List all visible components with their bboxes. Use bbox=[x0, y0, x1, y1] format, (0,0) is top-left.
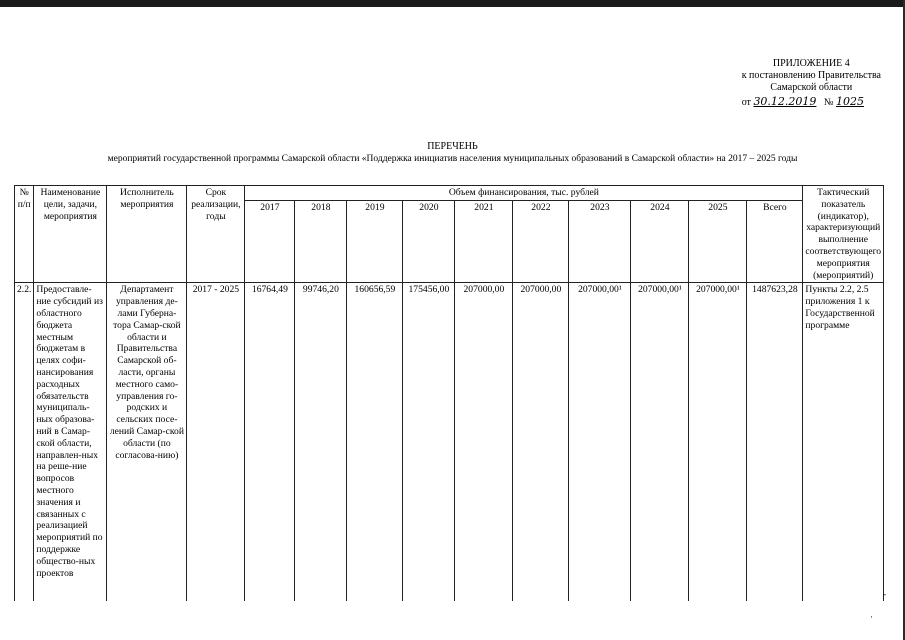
annex-date-line bbox=[742, 96, 881, 109]
row-value: 207000,00¹ bbox=[569, 283, 631, 602]
row-value: 160656,59 bbox=[347, 283, 403, 602]
header-year: 2017 bbox=[245, 200, 295, 283]
row-period: 2017 - 2025 bbox=[187, 283, 245, 602]
annex-line-2: к постановлению Правительства bbox=[741, 70, 881, 81]
header-year: 2020 bbox=[403, 200, 455, 283]
row-value: 207000,00 bbox=[455, 283, 513, 602]
row-num: 2.2. bbox=[15, 283, 34, 602]
row-value: 207000,00¹ bbox=[689, 283, 747, 602]
header-executor: Исполнитель мероприятия bbox=[107, 186, 187, 283]
row-name: Предоставле-ние субсидий из областного бюджета местным бюджетам в целях софи-нансирования расходных обязательств муниципаль-ных образова-ний в Самар-ской области, направлен-ных на реше-ние вопросов местного значения и связанных с реализацией мероприятий по поддержке общество-ных проектов bbox=[34, 283, 107, 602]
row-total: 1487623,28 bbox=[747, 283, 803, 602]
row-value: 207000,00¹ bbox=[631, 283, 689, 602]
handwritten-number: 1025 bbox=[835, 95, 864, 108]
scan-speck: · bbox=[870, 612, 873, 622]
header-year: 2018 bbox=[295, 200, 347, 283]
row-value: 207000,00 bbox=[513, 283, 569, 602]
header-year: 2021 bbox=[455, 200, 513, 283]
header-year: 2024 bbox=[631, 200, 689, 283]
row-value: 175456,00 bbox=[403, 283, 455, 602]
measures-table bbox=[14, 185, 884, 601]
annex-header bbox=[742, 58, 881, 109]
date-prefix: от bbox=[741, 97, 751, 108]
scan-top-edge bbox=[0, 0, 905, 7]
handwritten-date: 30.12.2019 bbox=[753, 95, 817, 108]
header-year: 2019 bbox=[347, 200, 403, 283]
table-row bbox=[15, 283, 884, 602]
header-funding: Объем финансирования, тыс. рублей bbox=[245, 186, 803, 201]
row-executor: Департамент управления де-лами Губерна-тора Самар-ской области и Правительства Самарской об-ласти, органы местного само-управления го-родских и сельских посе-лений Самар-ской области (по согласова-нию) bbox=[107, 283, 187, 602]
scan-speck: - bbox=[883, 589, 886, 599]
header-year: 2022 bbox=[513, 200, 569, 283]
document-subtitle: мероприятий государственной программы Самарской области «Поддержка инициатив населения муниципальных образований в Самарской области» на 2017 – 2025 годы bbox=[107, 154, 798, 164]
annex-title: ПРИЛОЖЕНИЕ 4 bbox=[772, 58, 850, 69]
number-prefix: № bbox=[823, 97, 834, 108]
header-num: № п/п bbox=[15, 186, 34, 283]
annex-line-3: Самарской области bbox=[770, 82, 853, 93]
header-year: 2025 bbox=[689, 200, 747, 283]
row-indicator: Пункты 2.2, 2.5 приложения 1 к Государственной программе bbox=[803, 283, 884, 602]
header-name: Наименование цели, задачи, мероприятия bbox=[34, 186, 107, 283]
header-total: Всего bbox=[747, 200, 803, 283]
header-indicator: Тактический показатель (индикатор), характеризующий выполнение соответствующего мероприятия (мероприятий) bbox=[803, 186, 884, 283]
row-value: 99746,20 bbox=[295, 283, 347, 602]
header-year: 2023 bbox=[569, 200, 631, 283]
table-header-row bbox=[15, 186, 884, 201]
row-value: 16764,49 bbox=[245, 283, 295, 602]
header-period: Срок реализации, годы bbox=[187, 186, 245, 283]
document-title: ПЕРЕЧЕНЬ bbox=[427, 141, 478, 152]
